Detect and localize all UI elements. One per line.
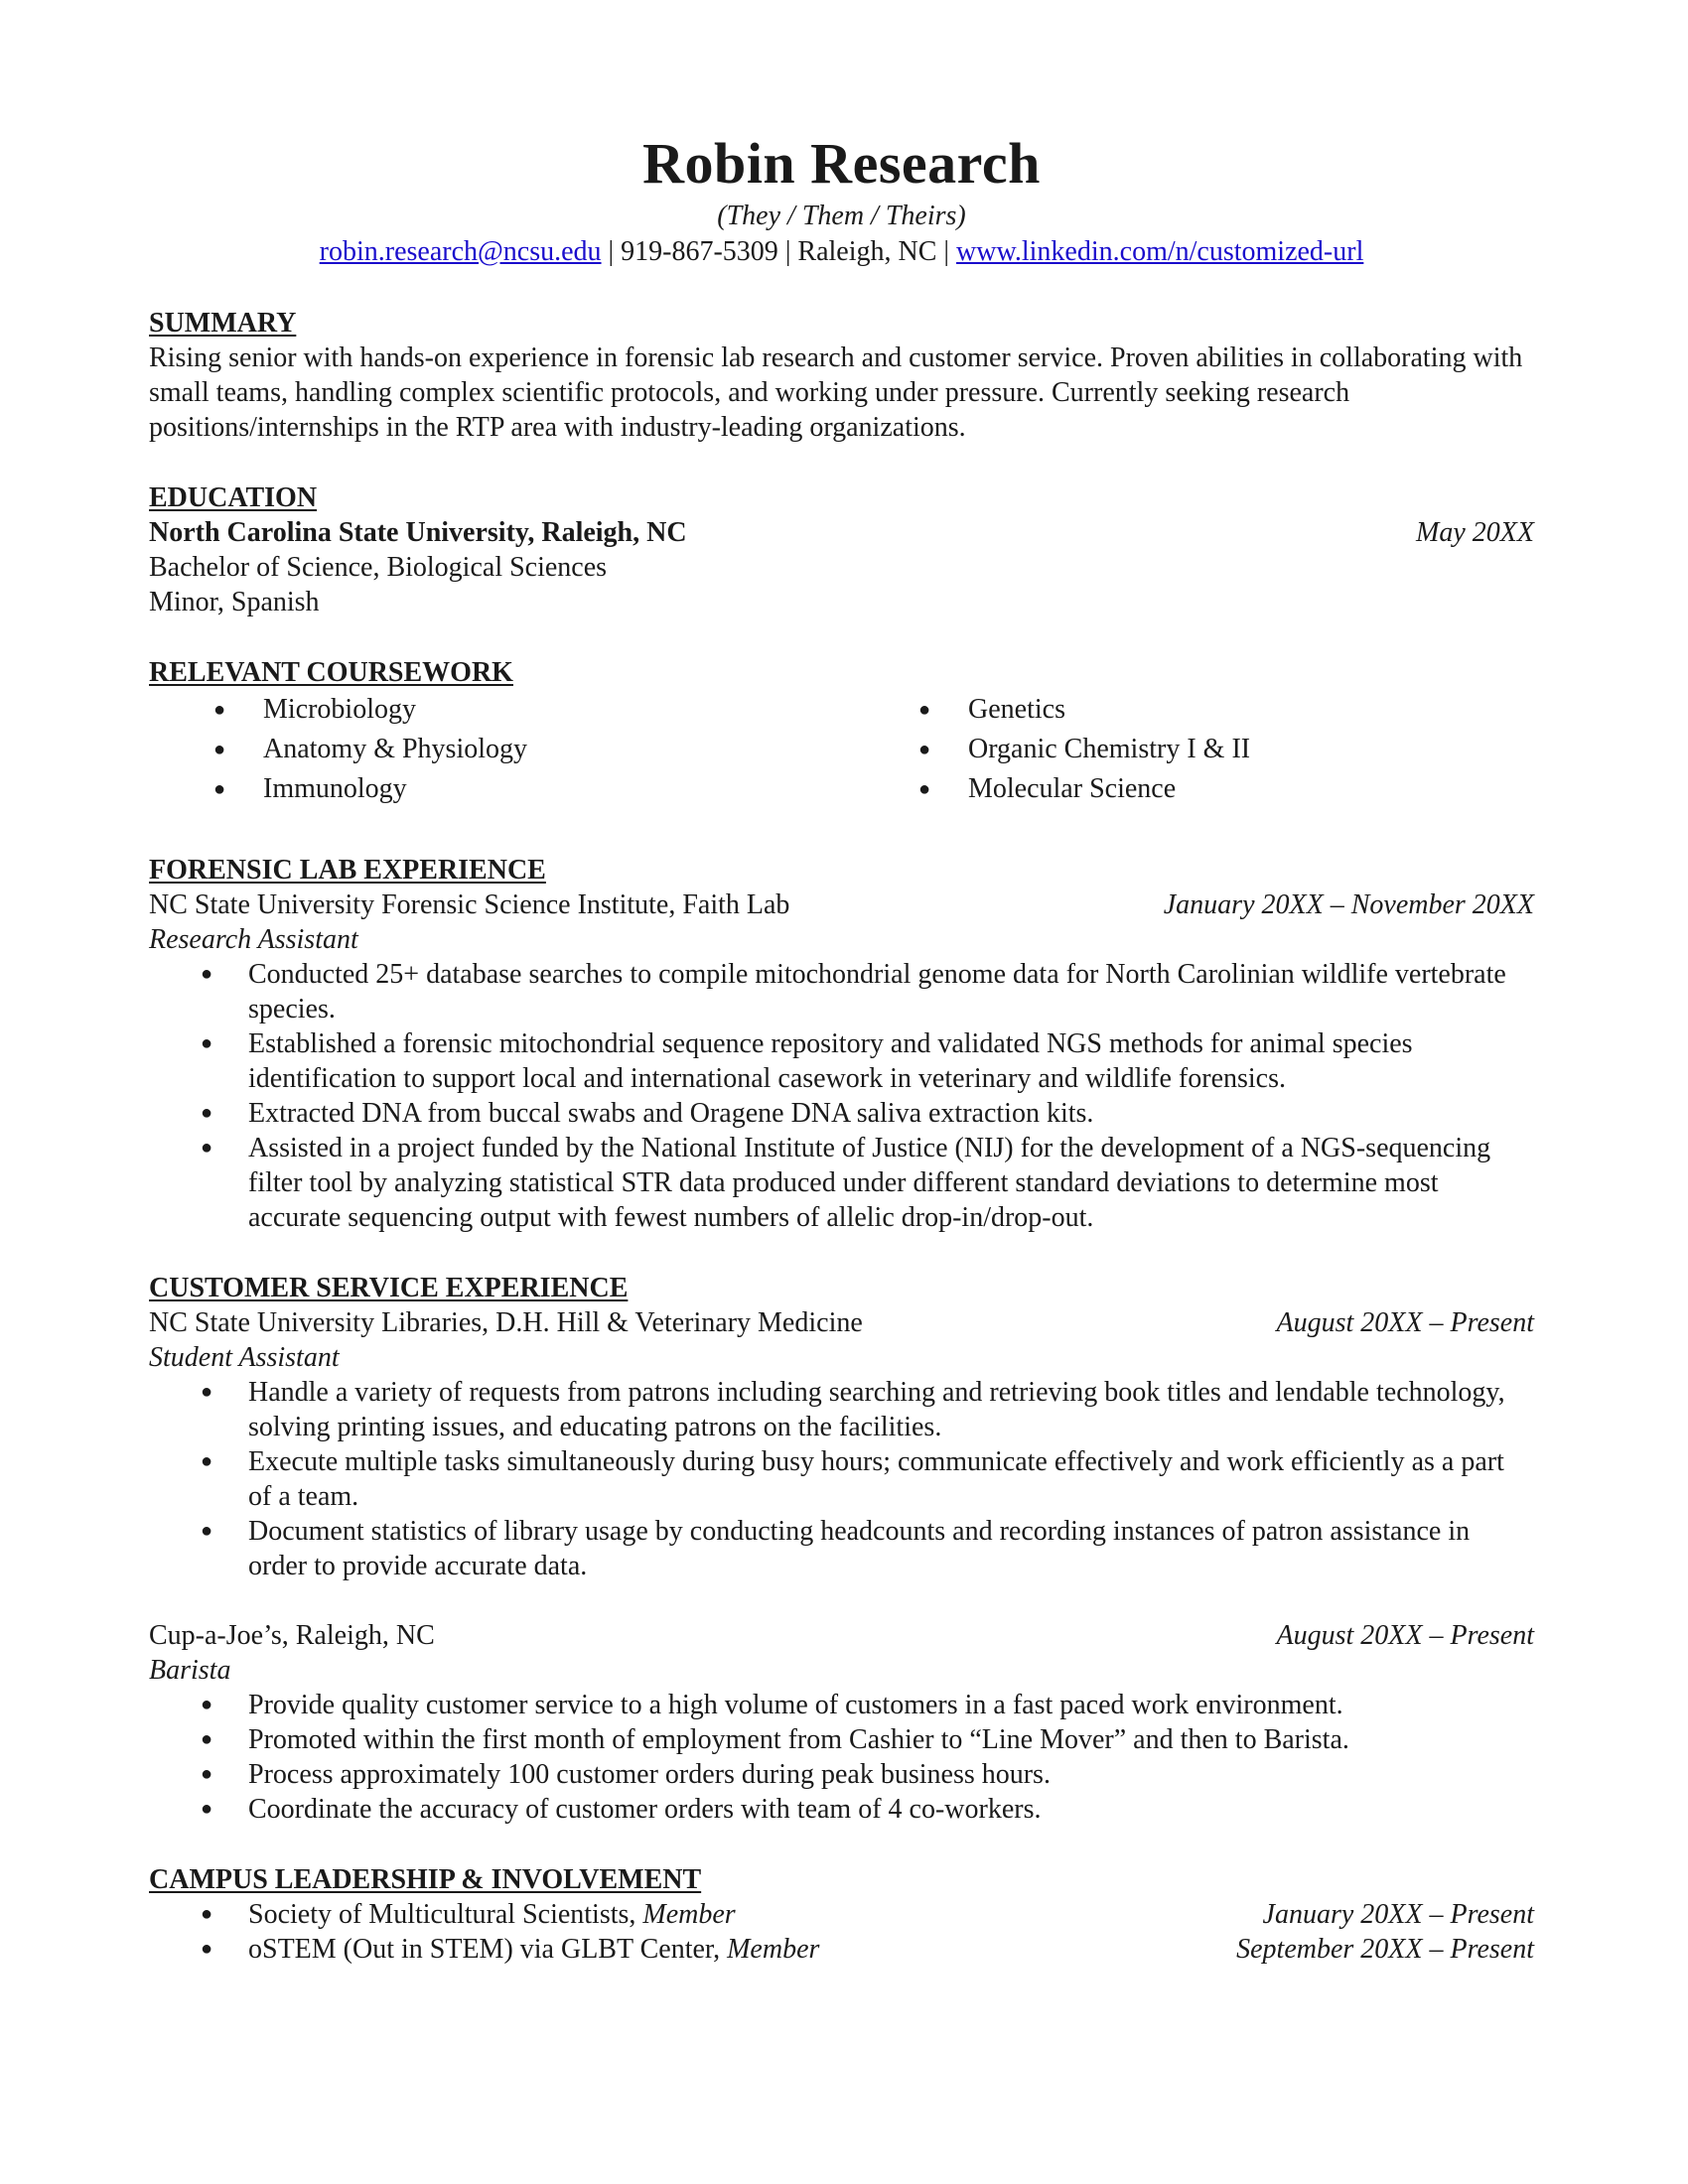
leadership-org: Society of Multicultural Scientists,	[248, 1899, 643, 1930]
bullet-icon: ●	[201, 1728, 213, 1750]
job-header	[149, 1305, 1534, 1340]
phone: 919-867-5309	[621, 236, 778, 267]
minor: Minor, Spanish	[149, 587, 320, 617]
bullet-icon: ●	[201, 1903, 213, 1925]
location: Raleigh, NC	[797, 236, 937, 267]
job-date: August 20XX – Present	[1276, 1620, 1534, 1651]
bullet-icon: ●	[201, 963, 213, 985]
section-title-education: EDUCATION	[149, 482, 318, 513]
job-role: Barista	[149, 1655, 231, 1686]
bullet-icon: ●	[201, 1381, 213, 1403]
degree: Bachelor of Science, Biological Sciences	[149, 552, 608, 583]
leadership-role: Member	[727, 1934, 820, 1965]
education-row	[149, 515, 1534, 550]
graduation-date: May 20XX	[1416, 517, 1534, 548]
job-org: NC State University Libraries, D.H. Hill & Veterinary Medicine	[149, 1307, 863, 1338]
leadership-date: January 20XX – Present	[1262, 1899, 1534, 1930]
course-item: ● Immunology	[149, 769, 854, 809]
job-role: Student Assistant	[149, 1342, 340, 1373]
course-item: ● Microbiology	[149, 690, 854, 730]
leadership-item	[149, 1897, 1534, 1932]
bullet-icon: ●	[201, 1798, 213, 1820]
leadership-section	[149, 1862, 1534, 1967]
summary-section	[149, 306, 1534, 445]
bullet-icon: ●	[918, 739, 931, 760]
job-org: Cup-a-Joe’s, Raleigh, NC	[149, 1620, 435, 1651]
contact-separator: |	[936, 236, 957, 267]
bullet-icon: ●	[201, 1032, 213, 1054]
bullet-icon: ●	[201, 1102, 213, 1124]
section-title-forensic: FORENSIC LAB EXPERIENCE	[149, 855, 546, 886]
bullet-icon: ●	[201, 1450, 213, 1472]
bullet-icon: ●	[918, 778, 931, 800]
course-item: ● Anatomy & Physiology	[149, 730, 854, 769]
course-item: ● Organic Chemistry I & II	[854, 730, 1534, 769]
bullet-icon: ●	[201, 1763, 213, 1785]
list-item: ● Established a forensic mitochondrial sequence repository and validated NGS methods for animal species identification to support local and international casework in veterinary and wildlife forensics.	[201, 1028, 1413, 1094]
bullet-icon: ●	[213, 699, 226, 721]
bullet-icon: ●	[201, 1938, 213, 1960]
list-item: ● Conducted 25+ database searches to compile mitochondrial genome data for North Carolinian wildlife vertebrate species.	[201, 959, 1506, 1024]
education-section	[149, 480, 1534, 619]
job-bullets	[149, 1688, 1534, 1827]
email-link[interactable]: robin.research@ncsu.edu	[319, 236, 602, 267]
job-date: January 20XX – November 20XX	[1163, 889, 1534, 920]
leadership-role: Member	[642, 1899, 736, 1930]
job-header	[149, 1618, 1534, 1653]
resume-name: Robin Research	[642, 131, 1041, 196]
contact-line	[149, 234, 1534, 270]
bullet-icon: ●	[918, 699, 931, 721]
section-title-leadership: CAMPUS LEADERSHIP & INVOLVEMENT	[149, 1864, 702, 1895]
pronouns: (They / Them / Theirs)	[717, 201, 966, 231]
section-title-coursework: RELEVANT COURSEWORK	[149, 657, 513, 688]
resume-page	[149, 129, 1534, 1967]
list-item: ● Assisted in a project funded by the National Institute of Justice (NIJ) for the development of a NGS-sequencing filter tool by analyzing statistical STR data produced under different standard deviations to determine most accurate sequencing output with fewest numbers of allelic drop-in/drop-out.	[201, 1133, 1491, 1233]
list-item: ● Execute multiple tasks simultaneously during busy hours; communicate effectively and work efficiently as a part of a team.	[201, 1446, 1504, 1512]
job-date: August 20XX – Present	[1276, 1307, 1534, 1338]
customer-section	[149, 1271, 1534, 1827]
contact-separator: |	[601, 236, 622, 267]
bullet-icon: ●	[213, 778, 226, 800]
list-item: ● Provide quality customer service to a high volume of customers in a fast paced work environment.	[201, 1690, 1343, 1720]
bullet-icon: ●	[213, 739, 226, 760]
job-bullets	[149, 1375, 1534, 1583]
contact-separator: |	[777, 236, 798, 267]
section-title-customer: CUSTOMER SERVICE EXPERIENCE	[149, 1273, 629, 1303]
leadership-date: September 20XX – Present	[1236, 1934, 1534, 1965]
bullet-icon: ●	[201, 1137, 213, 1159]
list-item: ● Extracted DNA from buccal swabs and Oragene DNA saliva extraction kits.	[201, 1098, 1094, 1129]
job-org: NC State University Forensic Science Institute, Faith Lab	[149, 889, 790, 920]
list-item: ● Document statistics of library usage by conducting headcounts and recording instances of patron assistance in order to provide accurate data.	[201, 1516, 1471, 1581]
job-header	[149, 887, 1534, 922]
list-item: ● Promoted within the first month of employment from Cashier to “Line Mover” and then to Barista.	[201, 1724, 1349, 1755]
leadership-item	[149, 1932, 1534, 1967]
linkedin-link[interactable]: www.linkedin.com/n/customized-url	[956, 236, 1364, 267]
bullet-icon: ●	[201, 1694, 213, 1715]
list-item: ● Process approximately 100 customer orders during peak business hours.	[201, 1759, 1051, 1790]
job-role: Research Assistant	[149, 924, 358, 955]
leadership-org: oSTEM (Out in STEM) via GLBT Center,	[248, 1934, 728, 1965]
summary-text: Rising senior with hands-on experience in forensic lab research and customer service. Proven abilities in collaborating with small teams, handling complex scientific protocols, and working under pressure. Currently seeking research positions/internships in the RTP area with industry-leading organizations.	[149, 342, 1523, 443]
coursework-grid	[149, 690, 1534, 809]
list-item: ● Coordinate the accuracy of customer orders with team of 4 co-workers.	[201, 1794, 1042, 1825]
bullet-icon: ●	[201, 1520, 213, 1542]
job-bullets	[149, 957, 1534, 1235]
school-name: North Carolina State University, Raleigh, NC	[149, 517, 687, 548]
coursework-section	[149, 655, 1534, 809]
course-item: ● Genetics	[854, 690, 1534, 730]
section-title-summary: SUMMARY	[149, 308, 297, 339]
course-item: ● Molecular Science	[854, 769, 1534, 809]
forensic-section	[149, 853, 1534, 1235]
list-item: ● Handle a variety of requests from patrons including searching and retrieving book titles and lendable technology, solving printing issues, and educating patrons on the facilities.	[201, 1377, 1505, 1442]
